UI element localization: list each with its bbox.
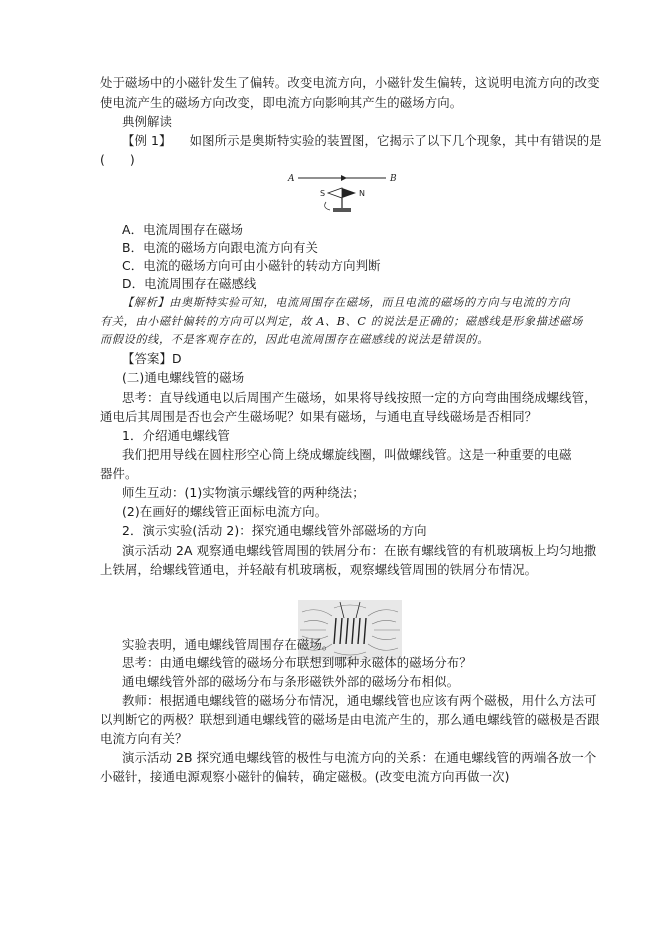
answer: 【答案】D bbox=[122, 351, 182, 366]
stand-base bbox=[333, 208, 351, 212]
paragraph-line: 实验表明，通电螺线管周围存在磁场。 bbox=[122, 637, 335, 652]
example-label: 【例 1】 bbox=[122, 133, 172, 148]
paragraph-line: 处于磁场中的小磁针发生了偏转。改变电流方向，小磁针发生偏转，这说明电流方向的改变 bbox=[100, 75, 600, 90]
paragraph-line: (2)在画好的螺线管正面标电流方向。 bbox=[122, 504, 328, 519]
paragraph-line: 使电流产生的磁场方向改变，即电流方向影响其产生的磁场方向。 bbox=[100, 95, 463, 110]
analysis-line: 【解析】由奥斯特实验可知，电流周围存在磁场，而且电流的磁场的方向与电流的方向 bbox=[122, 296, 570, 309]
paragraph-line: 教师：根据通电螺线管的磁场分布情况，通电螺线管也应该有两个磁极，用什么方法可 bbox=[122, 693, 597, 708]
item-heading: 2．演示实验(活动 2)：探究通电螺线管外部磁场的方向 bbox=[122, 523, 427, 538]
needle-north bbox=[342, 188, 356, 198]
needle-label-s: S bbox=[320, 189, 326, 198]
answer-bracket: ( ) bbox=[100, 152, 135, 167]
analysis-line: 有关，由小磁针偏转的方向可以判定，故 A、B、C 的说法是正确的；磁感线是形象描述磁场 bbox=[100, 315, 583, 328]
paragraph-line: 思考：直导线通电以后周围产生磁场，如果将导线按照一定的方向弯曲围绕成螺线管， bbox=[122, 390, 597, 405]
paragraph-line: 演示活动 2B 探究通电螺线管的极性与电流方向的关系：在通电螺线管的两端各放一个 bbox=[122, 750, 597, 765]
option-d: D．电流周围存在磁感线 bbox=[122, 276, 257, 291]
option-c: C．电流的磁场方向可由小磁针的转动方向判断 bbox=[122, 258, 381, 273]
example-question-text: 如图所示是奥斯特实验的装置图，它揭示了以下几个现象，其中有错误的是 bbox=[189, 133, 602, 148]
wire-label-b: B bbox=[390, 174, 397, 184]
subsection-title: (二)通电螺线管的磁场 bbox=[122, 370, 245, 385]
needle-south bbox=[328, 188, 342, 198]
paragraph-line: 我们把用导线在圆柱形空心筒上绕成螺旋线圈，叫做螺线管。这是一种重要的电磁 bbox=[122, 447, 572, 462]
rotation-arrow bbox=[325, 202, 330, 210]
section-title: 典例解读 bbox=[122, 114, 172, 129]
analysis-line: 而假设的线，不是客观存在的，因此电流周围存在磁感线的说法是错误的。 bbox=[100, 333, 489, 346]
current-arrow bbox=[341, 175, 347, 181]
example-question bbox=[122, 133, 602, 149]
needle-label-n: N bbox=[359, 189, 365, 198]
paragraph-line: 电流方向有关？ bbox=[100, 731, 188, 746]
paragraph-line: 通电后其周围是否也会产生磁场呢？如果有磁场，与通电直导线磁场是否相同？ bbox=[100, 409, 538, 424]
paragraph-line: 器件。 bbox=[100, 466, 138, 481]
paragraph-line: 小磁针，接通电源观察小磁针的偏转，确定磁极。(改变电流方向再做一次) bbox=[100, 769, 510, 784]
paragraph-line: 师生互动：(1)实物演示螺线管的两种绕法； bbox=[122, 485, 365, 500]
wire-label-a: A bbox=[288, 174, 295, 184]
paragraph-line: 以判断它的两极？联想到通电螺线管的磁场是由电流产生的，那么通电螺线管的磁极是否跟 bbox=[100, 712, 600, 727]
paragraph-line: 演示活动 2A 观察通电螺线管周围的铁屑分布：在嵌有螺线管的有机玻璃板上均匀地撒 bbox=[122, 543, 597, 558]
option-b: B．电流的磁场方向跟电流方向有关 bbox=[122, 240, 318, 255]
paragraph-line: 思考：由通电螺线管的磁场分布联想到哪种永磁体的磁场分布？ bbox=[122, 655, 472, 670]
paragraph-line: 通电螺线管外部的磁场分布与条形磁铁外部的磁场分布相似。 bbox=[122, 674, 460, 689]
paragraph-line: 上铁屑，给螺线管通电，并轻敲有机玻璃板，观察螺线管周围的铁屑分布情况。 bbox=[100, 562, 538, 577]
item-heading: 1．介绍通电螺线管 bbox=[122, 428, 230, 443]
oersted-experiment-figure bbox=[286, 168, 402, 216]
option-a: A．电流周围存在磁场 bbox=[122, 222, 243, 237]
